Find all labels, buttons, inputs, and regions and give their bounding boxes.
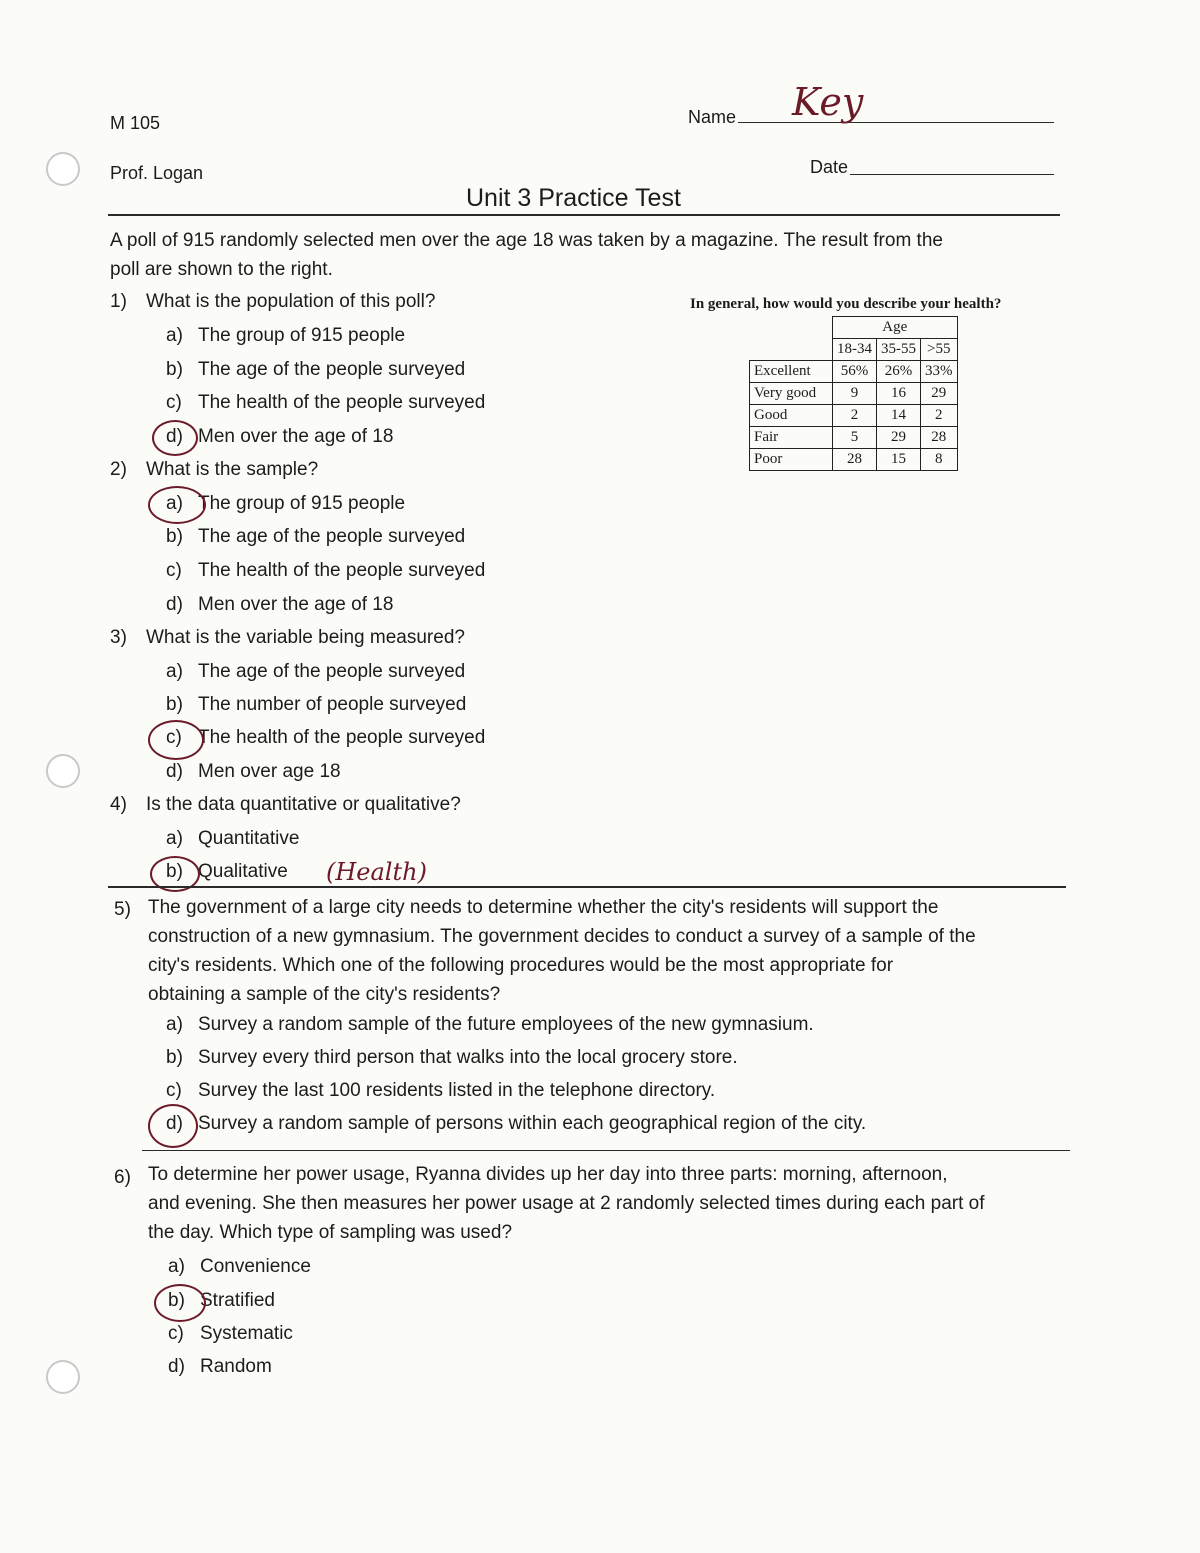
table-row — [750, 361, 958, 383]
age-header: Age — [833, 317, 958, 339]
question-5-line-4: obtaining a sample of the city's residents? — [148, 984, 501, 1005]
row-label: Excellent — [750, 361, 833, 383]
question-text: What is the population of this poll? — [146, 291, 436, 312]
row-label: Fair — [750, 427, 833, 449]
question-6-line-1: To determine her power usage, Ryanna divides up her day into three parts: morning, afternoon, — [148, 1164, 948, 1185]
question-text: What is the sample? — [146, 459, 319, 480]
option-2b: b) The age of the people surveyed — [166, 526, 466, 547]
table-row — [750, 383, 958, 405]
question-5-line-3: city's residents. Which one of the following procedures would be the most appropriate for — [148, 955, 894, 976]
table-cell: 33% — [921, 361, 958, 383]
table-cell: 15 — [877, 449, 921, 471]
column-header: 35-55 — [877, 339, 921, 361]
section-rule — [142, 1150, 1070, 1151]
table-cell: 29 — [921, 383, 958, 405]
date-label: Date — [810, 157, 849, 177]
table-cell: 29 — [877, 427, 921, 449]
option-6b: b) Stratified — [168, 1290, 275, 1311]
option-3d: d) Men over age 18 — [166, 761, 341, 782]
option-2c: c) The health of the people surveyed — [166, 560, 486, 581]
hole-punch — [46, 754, 80, 788]
question-1 — [110, 290, 435, 314]
table-cell: 2 — [833, 405, 877, 427]
row-label: Poor — [750, 449, 833, 471]
table-cell: 14 — [877, 405, 921, 427]
question-5-number: 5) — [114, 899, 131, 920]
option-1d: d) Men over the age of 18 — [166, 426, 394, 447]
health-table — [749, 316, 958, 471]
question-6-number: 6) — [114, 1167, 131, 1188]
option-5b: b) Survey every third person that walks into the local grocery store. — [166, 1047, 738, 1068]
option-3c: c) The health of the people surveyed — [166, 727, 486, 748]
intro-line-2: poll are shown to the right. — [110, 259, 333, 280]
option-3b: b) The number of people surveyed — [166, 694, 467, 715]
option-5a: a) Survey a random sample of the future employees of the new gymnasium. — [166, 1014, 814, 1035]
answer-circle — [148, 1104, 198, 1148]
option-5d: d) Survey a random sample of persons within each geographical region of the city. — [166, 1113, 867, 1134]
question-number: 3) — [110, 627, 127, 648]
question-3 — [110, 626, 465, 650]
option-6a: a) Convenience — [168, 1256, 311, 1277]
answer-circle — [154, 1284, 206, 1322]
question-4 — [110, 793, 461, 817]
table-cell: 5 — [833, 427, 877, 449]
question-5-line-2: construction of a new gymnasium. The government decides to conduct a survey of a sample of the — [148, 926, 976, 947]
option-6d: d) Random — [168, 1356, 272, 1377]
table-caption: In general, how would you describe your health? — [690, 296, 1002, 312]
option-1c: c) The health of the people surveyed — [166, 392, 486, 413]
question-2 — [110, 458, 318, 482]
table-cell: 28 — [921, 427, 958, 449]
option-6c: c) Systematic — [168, 1323, 293, 1344]
table-row — [750, 405, 958, 427]
question-number: 4) — [110, 794, 127, 815]
table-cell: 2 — [921, 405, 958, 427]
name-value: Key — [792, 80, 864, 124]
table-cell: 8 — [921, 449, 958, 471]
column-header: >55 — [921, 339, 958, 361]
column-header: 18-34 — [833, 339, 877, 361]
course-code: M 105 — [110, 113, 161, 133]
option-2d: d) Men over the age of 18 — [166, 594, 394, 615]
hole-punch — [46, 152, 80, 186]
table-row — [750, 449, 958, 471]
hole-punch — [46, 1360, 80, 1394]
table-row — [750, 427, 958, 449]
question-text: Is the data quantitative or qualitative? — [146, 794, 461, 815]
handwritten-note: (Health) — [326, 858, 427, 886]
option-1b: b) The age of the people surveyed — [166, 359, 466, 380]
question-number: 2) — [110, 459, 127, 480]
question-5-line-1: The government of a large city needs to determine whether the city's residents will support the — [148, 897, 939, 918]
option-5c: c) Survey the last 100 residents listed in the telephone directory. — [166, 1080, 716, 1101]
row-label: Good — [750, 405, 833, 427]
name-line — [738, 122, 1054, 123]
section-rule — [108, 886, 1066, 888]
option-1a: a) The group of 915 people — [166, 325, 406, 346]
page-title: Unit 3 Practice Test — [466, 184, 681, 212]
answer-circle — [152, 420, 198, 456]
title-rule — [108, 214, 1060, 216]
date-line — [850, 174, 1054, 175]
option-3a: a) The age of the people surveyed — [166, 661, 466, 682]
table-cell: 28 — [833, 449, 877, 471]
name-label: Name — [688, 107, 737, 127]
question-6-line-3: the day. Which type of sampling was used? — [148, 1222, 513, 1243]
table-cell: 56% — [833, 361, 877, 383]
intro-line-1: A poll of 915 randomly selected men over the age 18 was taken by a magazine. The result from the — [110, 230, 943, 251]
option-2a: a) The group of 915 people — [166, 493, 406, 514]
table-cell: 9 — [833, 383, 877, 405]
table-cell: 26% — [877, 361, 921, 383]
option-4b: b) Qualitative — [166, 861, 288, 882]
answer-circle — [148, 720, 204, 760]
row-label: Very good — [750, 383, 833, 405]
option-4a: a) Quantitative — [166, 828, 300, 849]
table-cell: 16 — [877, 383, 921, 405]
question-text: What is the variable being measured? — [146, 627, 465, 648]
answer-circle — [148, 486, 206, 524]
question-6-line-2: and evening. She then measures her power usage at 2 randomly selected times during each part of — [148, 1193, 985, 1214]
question-number: 1) — [110, 291, 127, 312]
professor-name: Prof. Logan — [110, 163, 204, 183]
